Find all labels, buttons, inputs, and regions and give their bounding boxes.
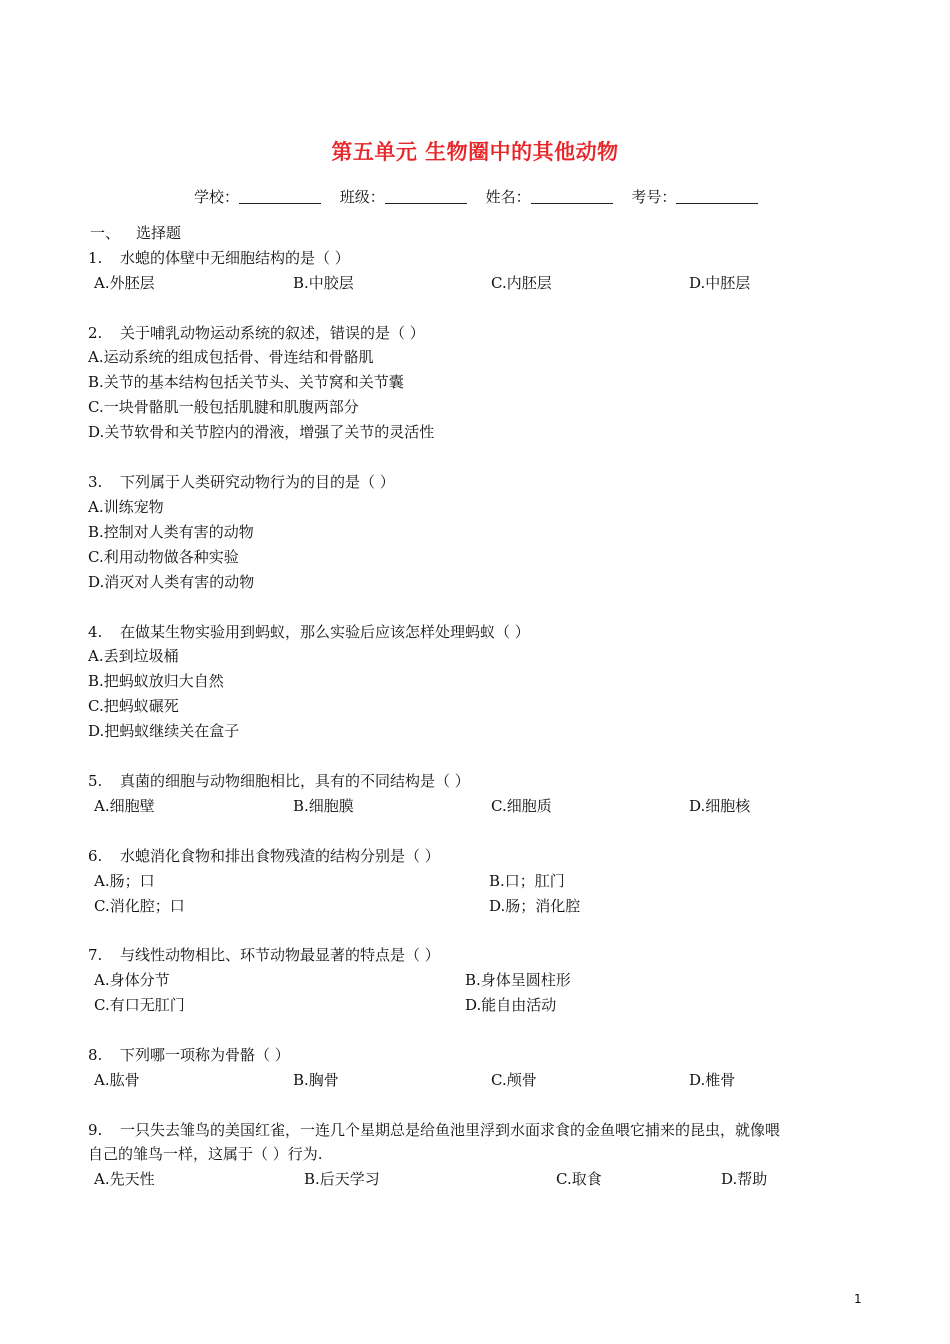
q7-option-b: B.身体呈圆柱形 — [465, 971, 571, 989]
section-heading — [90, 222, 181, 243]
q1-option-d: D.中胚层 — [689, 274, 751, 292]
question-8 — [88, 1044, 290, 1065]
question-5 — [88, 770, 470, 791]
question-4 — [88, 621, 530, 642]
question-7 — [88, 944, 440, 965]
q5-option-c: C.细胞质 — [491, 797, 552, 815]
q8-option-c: C.颅骨 — [491, 1071, 537, 1089]
question-text: 下列属于人类研究动物行为的目的是（ ） — [120, 473, 395, 491]
q3-option-c: C.利用动物做各种实验 — [88, 548, 239, 566]
q3-option-b: B.控制对人类有害的动物 — [88, 523, 254, 541]
q9-option-d: D.帮助 — [721, 1170, 768, 1188]
q2-option-b: B.关节的基本结构包括关节头、关节窝和关节囊 — [88, 373, 404, 391]
school-blank — [239, 203, 321, 204]
q9-option-c: C.取食 — [556, 1170, 602, 1188]
q2-option-a: A.运动系统的组成包括骨、骨连结和骨骼肌 — [88, 348, 374, 366]
q5-option-b: B.细胞膜 — [293, 797, 354, 815]
question-text: 与线性动物相比、环节动物最显著的特点是（ ） — [120, 946, 440, 964]
q8-option-d: D.椎骨 — [689, 1071, 736, 1089]
id-blank — [676, 203, 758, 204]
q2-option-d: D.关节软骨和关节腔内的滑液，增强了关节的灵活性 — [88, 423, 435, 441]
question-6 — [88, 845, 440, 866]
question-number: 6. — [88, 847, 103, 865]
q7-option-a: A.身体分节 — [94, 971, 170, 989]
q4-option-a: A.丢到垃圾桶 — [88, 647, 179, 665]
question-number: 5. — [88, 772, 103, 790]
q4-option-b: B.把蚂蚁放归大自然 — [88, 672, 224, 690]
q8-option-b: B.胸骨 — [293, 1071, 339, 1089]
id-label: 考号： — [631, 188, 677, 206]
q9-option-a: A.先天性 — [94, 1170, 155, 1188]
q7-option-d: D.能自由活动 — [465, 996, 557, 1014]
question-text: 真菌的细胞与动物细胞相比，具有的不同结构是（ ） — [120, 772, 470, 790]
q1-option-c: C.内胚层 — [491, 274, 552, 292]
q2-option-c: C.一块骨骼肌一般包括肌腱和肌腹两部分 — [88, 398, 359, 416]
question-number: 7. — [88, 946, 103, 964]
q5-option-d: D.细胞核 — [689, 797, 751, 815]
question-number: 8. — [88, 1046, 103, 1064]
q8-option-a: A.肱骨 — [94, 1071, 140, 1089]
q1-option-b: B.中胶层 — [293, 274, 354, 292]
class-blank — [385, 203, 467, 204]
student-info-row — [194, 186, 772, 207]
question-text: 关于哺乳动物运动系统的叙述，错误的是（ ） — [120, 324, 425, 342]
q6-option-d: D.肠；消化腔 — [489, 897, 581, 915]
section-number: 一、 — [90, 224, 121, 242]
q7-option-c: C.有口无肛门 — [94, 996, 185, 1014]
school-label: 学校： — [194, 188, 240, 206]
question-text: 水螅的体壁中无细胞结构的是（ ） — [120, 249, 350, 267]
q6-option-c: C.消化腔；口 — [94, 897, 185, 915]
question-number: 9. — [88, 1121, 103, 1139]
q6-option-a: A.肠；口 — [94, 872, 155, 890]
name-label: 姓名： — [485, 188, 531, 206]
page-number: 1 — [854, 1292, 862, 1306]
question-text: 在做某生物实验用到蚂蚁，那么实验后应该怎样处理蚂蚁（ ） — [120, 623, 530, 641]
question-9-continued: 自己的雏鸟一样，这属于（ ）行为. — [88, 1145, 323, 1163]
question-1 — [88, 247, 350, 268]
question-2 — [88, 322, 425, 343]
page-title: 第五单元 生物圈中的其他动物 — [331, 140, 619, 164]
q6-option-b: B.口；肛门 — [489, 872, 565, 890]
q3-option-d: D.消灭对人类有害的动物 — [88, 573, 255, 591]
q3-option-a: A.训练宠物 — [88, 498, 164, 516]
class-field — [340, 188, 467, 206]
question-9 — [88, 1119, 780, 1140]
name-blank — [531, 203, 613, 204]
name-field — [486, 188, 613, 206]
question-number: 1. — [88, 249, 103, 267]
class-label: 班级： — [339, 188, 385, 206]
q5-option-a: A.细胞壁 — [94, 797, 155, 815]
q4-option-c: C.把蚂蚁碾死 — [88, 697, 179, 715]
q4-option-d: D.把蚂蚁继续关在盒子 — [88, 722, 240, 740]
question-number: 3. — [88, 473, 103, 491]
question-text: 一只失去雏鸟的美国红雀，一连几个星期总是给鱼池里浮到水面求食的金鱼喂它捕来的昆虫，就像喂 — [120, 1121, 781, 1139]
question-text: 水螅消化食物和排出食物残渣的结构分别是（ ） — [120, 847, 440, 865]
question-text: 下列哪一项称为骨骼（ ） — [120, 1046, 290, 1064]
question-number: 2. — [88, 324, 103, 342]
question-number: 4. — [88, 623, 103, 641]
q1-option-a: A.外胚层 — [94, 274, 155, 292]
q9-option-b: B.后天学习 — [304, 1170, 380, 1188]
question-3 — [88, 471, 395, 492]
section-label: 选择题 — [136, 224, 182, 242]
id-field — [631, 188, 758, 206]
school-field — [194, 188, 321, 206]
